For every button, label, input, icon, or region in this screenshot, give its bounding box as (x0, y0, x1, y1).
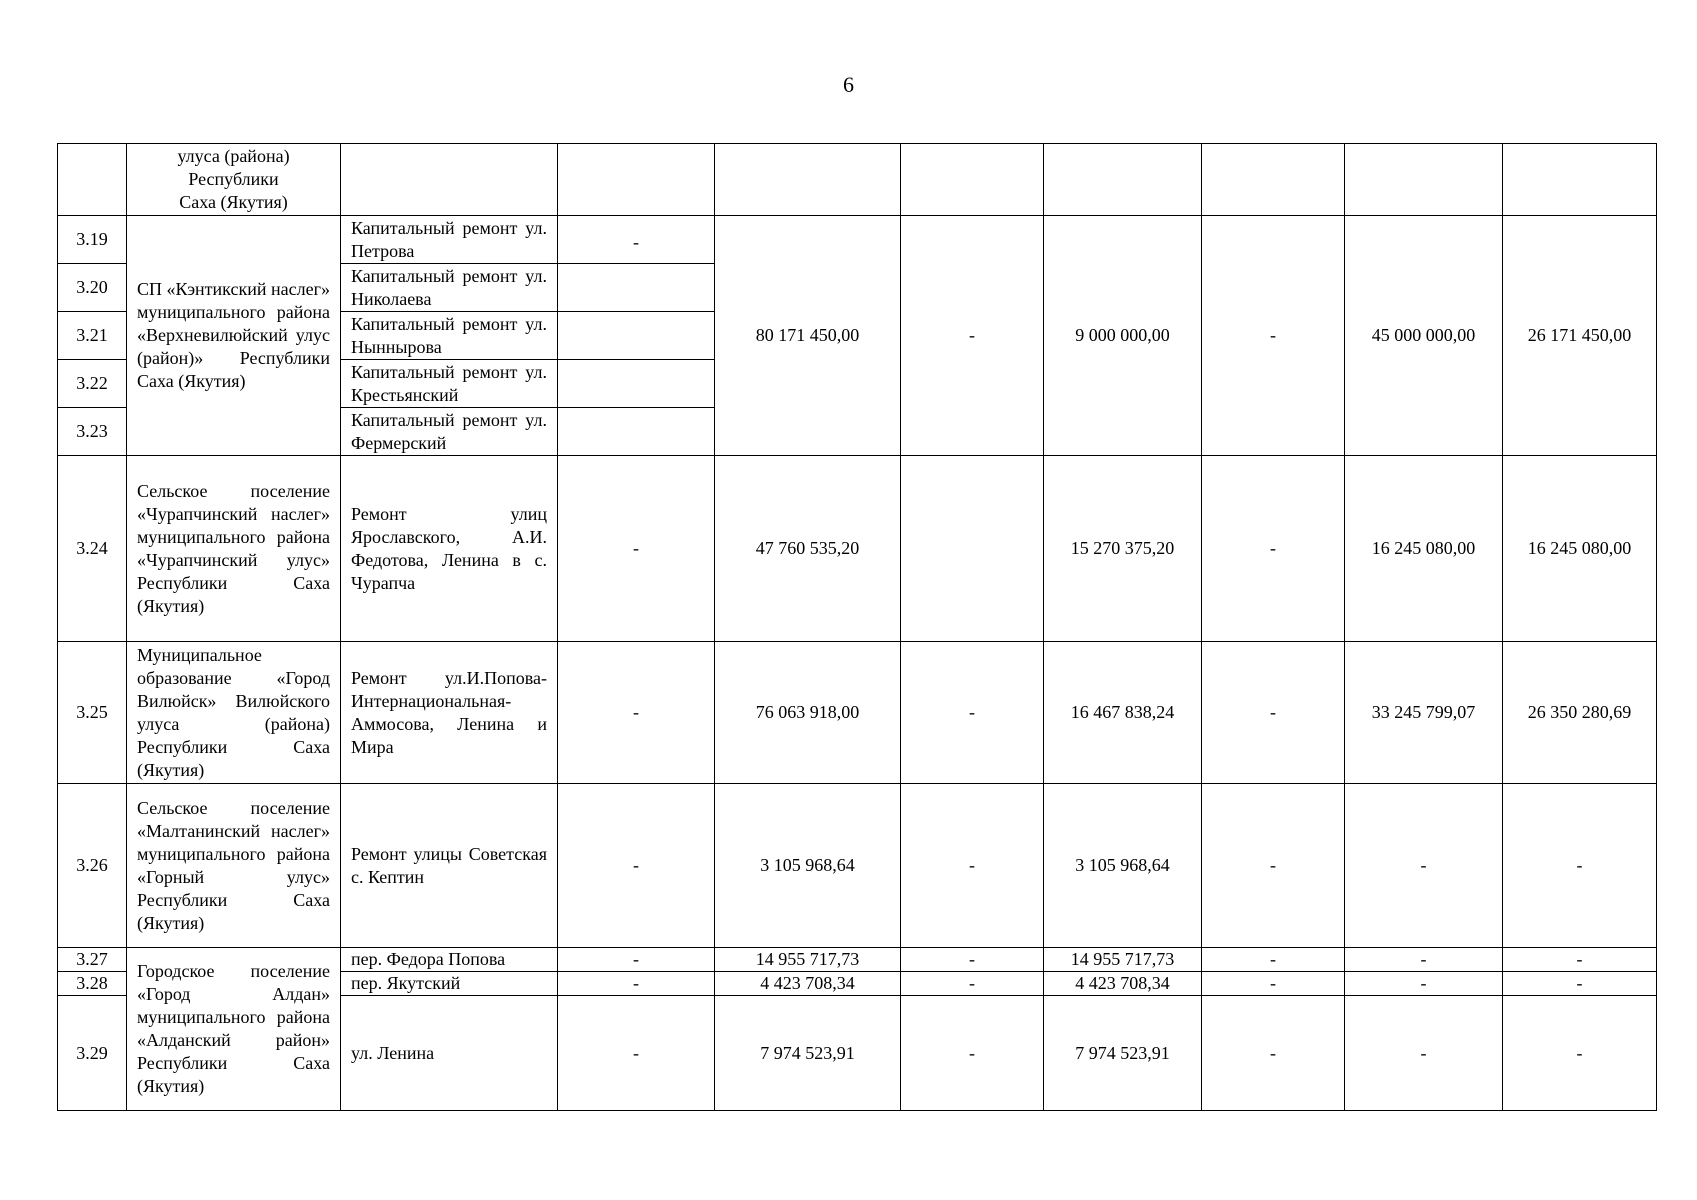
cell-description (341, 144, 558, 216)
cell-c1: - (558, 216, 715, 264)
cell-description: пер. Федора Попова (341, 948, 558, 972)
cell-c3: - (901, 784, 1044, 948)
cell-c3: - (901, 996, 1044, 1111)
cell-c1: - (558, 996, 715, 1111)
cell-c7: 26 350 280,69 (1503, 642, 1657, 784)
cell-num: 3.25 (58, 642, 127, 784)
cell-c1 (558, 312, 715, 360)
cell-c5: - (1202, 948, 1345, 972)
cell-c5 (1202, 144, 1345, 216)
cell-c7 (1503, 144, 1657, 216)
cell-c4: 7 974 523,91 (1044, 996, 1202, 1111)
cell-num (58, 144, 127, 216)
cell-description: ул. Ленина (341, 996, 558, 1111)
cell-total: 4 423 708,34 (715, 972, 901, 996)
table-row (58, 642, 1657, 784)
program-table (57, 143, 1657, 1111)
cell-c4: 4 423 708,34 (1044, 972, 1202, 996)
cell-num: 3.26 (58, 784, 127, 948)
cell-c7: - (1503, 784, 1657, 948)
cell-c5: - (1202, 216, 1345, 456)
cell-c5: - (1202, 642, 1345, 784)
cell-num: 3.24 (58, 456, 127, 642)
table-row (58, 784, 1657, 948)
cell-total: 76 063 918,00 (715, 642, 901, 784)
cell-description: пер. Якутский (341, 972, 558, 996)
cell-c6: - (1345, 784, 1503, 948)
cell-c6: - (1345, 948, 1503, 972)
cell-num: 3.29 (58, 996, 127, 1111)
cell-c6: 16 245 080,00 (1345, 456, 1503, 642)
cell-c6 (1345, 144, 1503, 216)
cell-description: Капитальный ремонт ул. Крестьянский (341, 360, 558, 408)
cell-c6: 33 245 799,07 (1345, 642, 1503, 784)
cell-recipient: Городское поселение «Город Алдан» муниципального района «Алданский район» Республики Саха (Якутия) (127, 948, 341, 1111)
cell-c6: 45 000 000,00 (1345, 216, 1503, 456)
cell-c6: - (1345, 972, 1503, 996)
cell-num: 3.23 (58, 408, 127, 456)
cell-c3: - (901, 642, 1044, 784)
cell-description: Ремонт ул.И.Попова-Интернациональная-Аммосова, Ленина и Мира (341, 642, 558, 784)
cell-c4: 15 270 375,20 (1044, 456, 1202, 642)
cell-c1: - (558, 642, 715, 784)
cell-total: 47 760 535,20 (715, 456, 901, 642)
cell-total: 7 974 523,91 (715, 996, 901, 1111)
cell-num: 3.19 (58, 216, 127, 264)
cell-num: 3.21 (58, 312, 127, 360)
cell-c1 (558, 264, 715, 312)
cell-c2 (715, 144, 901, 216)
cell-total: 80 171 450,00 (715, 216, 901, 456)
cell-c4 (1044, 144, 1202, 216)
cell-c4: 16 467 838,24 (1044, 642, 1202, 784)
cell-recipient: Сельское поселение «Чурапчинский наслег» муниципального района «Чурапчинский улус» Республики Саха (Якутия) (127, 456, 341, 642)
cell-total: 14 955 717,73 (715, 948, 901, 972)
cell-description: Ремонт улицы Советская с. Кептин (341, 784, 558, 948)
cell-c5: - (1202, 784, 1345, 948)
cell-c1: - (558, 972, 715, 996)
cell-recipient: СП «Кэнтикский наслег» муниципального района «Верхневилюйский улус (район)» Республики Саха (Якутия) (127, 216, 341, 456)
cell-c5: - (1202, 456, 1345, 642)
cell-c3: - (901, 948, 1044, 972)
table-row (58, 216, 1657, 264)
cell-c1: - (558, 784, 715, 948)
cell-recipient: Сельское поселение «Малтанинский наслег» муниципального района «Горный улус» Республики Саха (Якутия) (127, 784, 341, 948)
cell-c7: 16 245 080,00 (1503, 456, 1657, 642)
cell-num: 3.22 (58, 360, 127, 408)
cell-num: 3.27 (58, 948, 127, 972)
cell-description: Капитальный ремонт ул. Фермерский (341, 408, 558, 456)
cell-c7: - (1503, 948, 1657, 972)
cell-c4: 3 105 968,64 (1044, 784, 1202, 948)
cell-c4: 14 955 717,73 (1044, 948, 1202, 972)
cell-description: Капитальный ремонт ул. Ныннырова (341, 312, 558, 360)
cell-c1 (558, 144, 715, 216)
cell-c5: - (1202, 996, 1345, 1111)
cell-recipient: улуса (района) Республики Саха (Якутия) (127, 144, 341, 216)
cell-num: 3.20 (58, 264, 127, 312)
cell-num: 3.28 (58, 972, 127, 996)
cell-c7: - (1503, 996, 1657, 1111)
cell-c1 (558, 360, 715, 408)
cell-total: 3 105 968,64 (715, 784, 901, 948)
cell-c1: - (558, 948, 715, 972)
cell-c7: - (1503, 972, 1657, 996)
cell-description: Капитальный ремонт ул. Петрова (341, 216, 558, 264)
cell-c3 (901, 456, 1044, 642)
cell-recipient: Муниципальное образование «Город Вилюйск» Вилюйского улуса (района) Республики Саха (Якутия) (127, 642, 341, 784)
cell-c3: - (901, 972, 1044, 996)
cell-description: Ремонт улиц Ярославского, А.И. Федотова, Ленина в с. Чурапча (341, 456, 558, 642)
cell-c5: - (1202, 972, 1345, 996)
cell-c3: - (901, 216, 1044, 456)
cell-c1: - (558, 456, 715, 642)
cell-c1 (558, 408, 715, 456)
cell-description: Капитальный ремонт ул. Николаева (341, 264, 558, 312)
cell-c6: - (1345, 996, 1503, 1111)
table-row-continuation (58, 144, 1657, 216)
cell-c4: 9 000 000,00 (1044, 216, 1202, 456)
page-number: 6 (843, 72, 854, 97)
cell-c3 (901, 144, 1044, 216)
table-row (58, 456, 1657, 642)
cell-c7: 26 171 450,00 (1503, 216, 1657, 456)
table-row (58, 948, 1657, 972)
